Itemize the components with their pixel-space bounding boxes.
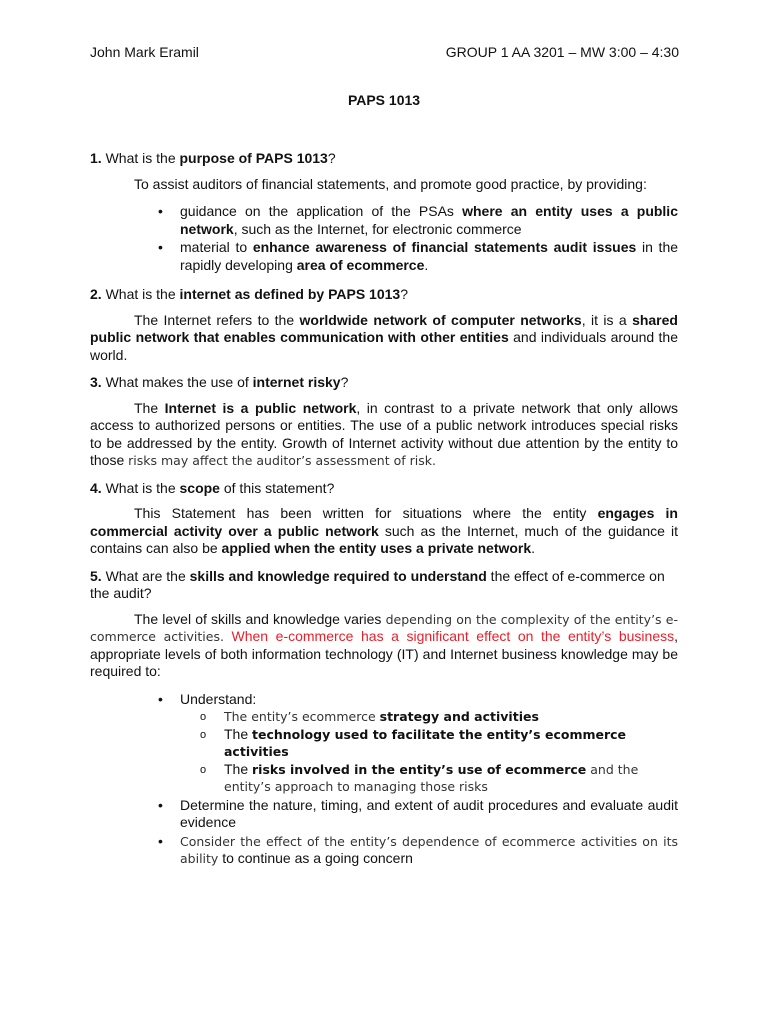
document-body	[90, 150, 678, 880]
answer-3: The Internet is a public network, in contrast to a private network that only allows access to authorized persons or entities. The use of a public network introduces special risks to be addressed by the entity. Growth of Internet activity without due attention by the entity to those risks may affect the auditor’s assessment of risk.	[90, 399, 678, 468]
list-item: • material to enhance awareness of financial statements audit issues in the rapidly developing area of ecommerce.	[180, 239, 678, 274]
sub-list-item: o The technology used to facilitate the entity’s ecommerce activities	[224, 726, 678, 761]
sub-list	[180, 708, 678, 796]
header-course: GROUP 1 AA 3201 – MW 3:00 – 4:30	[445, 44, 679, 60]
answer-5-list	[90, 691, 678, 868]
sub-list-item: o The risks involved in the entity’s use of ecommerce and the entity’s approach to managing those risks	[224, 761, 678, 796]
list-item: • Consider the effect of the entity’s dependence of ecommerce activities on its ability to continue as a going concern	[180, 833, 678, 868]
question-4: 4. What is the scope of this statement?	[90, 479, 335, 496]
list-item: • Determine the nature, timing, and extent of audit procedures and evaluate audit evidence	[180, 797, 678, 832]
page-title: PAPS 1013	[347, 92, 421, 108]
sub-list-item: o The entity’s ecommerce strategy and activities	[224, 708, 678, 726]
answer-4: This Statement has been written for situations where the entity engages in commercial activity over a public network such as the Internet, much of the guidance it contains can also be applied when the entity uses a private network.	[90, 505, 678, 556]
header-author: John Mark Eramil	[90, 44, 199, 60]
answer-1-list	[90, 203, 678, 274]
question-3: 3. What makes the use of internet risky?	[90, 374, 349, 390]
question-5: 5. What are the skills and knowledge required to understand the effect of e-commerce on the audit?	[90, 567, 665, 601]
answer-5: The level of skills and knowledge varies depending on the complexity of the entity’s e-commerce activities. When e-commerce has a significant effect on the entity’s business, appropriate levels of both information technology (IT) and Internet business knowledge may be required to:	[90, 610, 678, 679]
list-item: • Understand: o The entity’s ecommerce strategy and activities o The technology used to facilitate the entity’s ecommerce activities o The risks involved in the entity’s use of ecommerce and the entity’s approach to managing those risks	[180, 691, 678, 796]
answer-1: To assist auditors of financial statements, and promote good practice, by providing:	[134, 175, 647, 192]
question-1: 1. What is the purpose of PAPS 1013?	[90, 150, 336, 166]
list-item: • guidance on the application of the PSAs where an entity uses a public network, such as the Internet, for electronic commerce	[180, 203, 678, 238]
question-2: 2. What is the internet as defined by PAPS 1013?	[90, 286, 409, 302]
answer-2: The Internet refers to the worldwide network of computer networks, it is a shared public network that enables communication with other entities and individuals around the world.	[90, 311, 679, 363]
